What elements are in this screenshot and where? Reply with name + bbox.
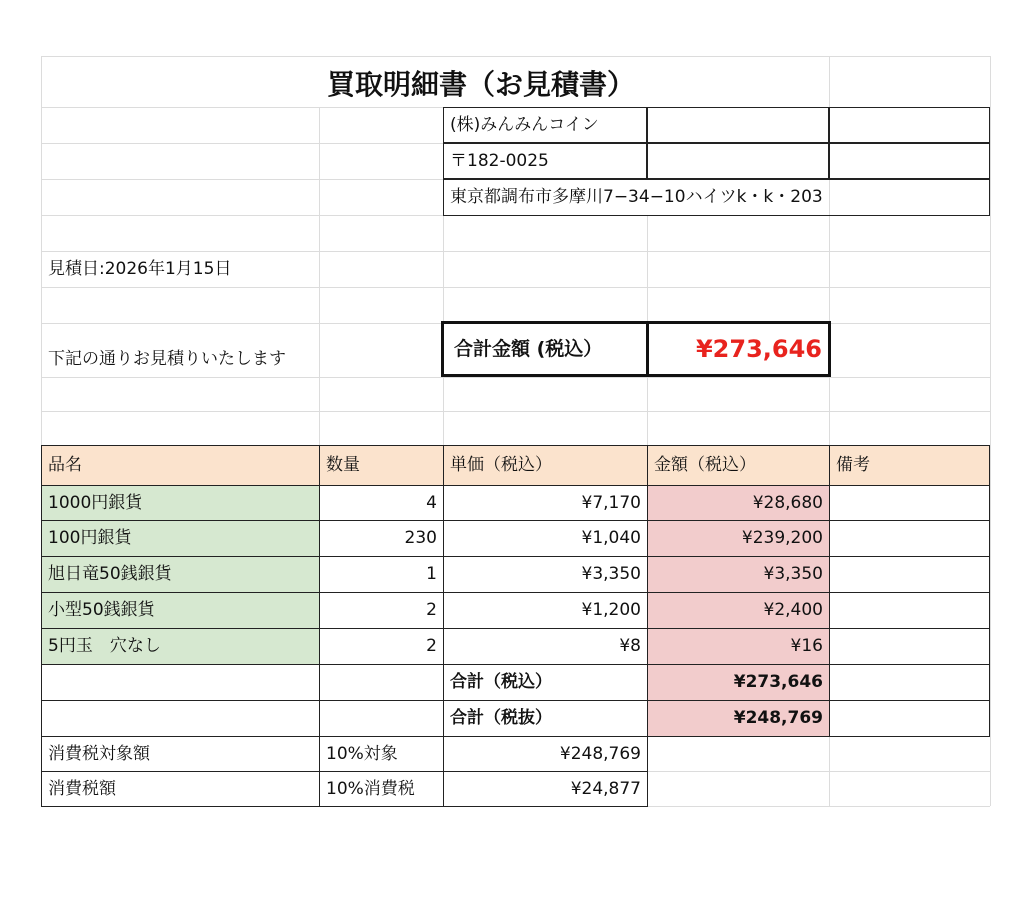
- grid-line: [647, 771, 990, 772]
- col-header-unit-price: 単価（税込）: [443, 445, 648, 486]
- blank-cell: [319, 700, 444, 737]
- grid-line: [319, 107, 320, 445]
- item-amount: ¥3,350: [647, 556, 830, 593]
- total-excl-tax-label: 合計（税抜）: [443, 700, 648, 737]
- grand-total-label: 合計金額 (税込）: [441, 321, 649, 377]
- item-unit-price: ¥3,350: [443, 556, 648, 593]
- grid-line: [41, 56, 990, 57]
- item-quantity: 2: [319, 628, 444, 665]
- item-name: 5円玉 穴なし: [41, 628, 320, 665]
- item-unit-price: ¥7,170: [443, 485, 648, 521]
- col-header-notes: 備考: [829, 445, 990, 486]
- company-blank-cell: [828, 107, 990, 144]
- item-name: 小型50銭銀貨: [41, 592, 320, 629]
- blank-cell: [41, 664, 320, 701]
- item-name: 1000円銀貨: [41, 485, 320, 521]
- item-quantity: 4: [319, 485, 444, 521]
- blank-cell: [41, 700, 320, 737]
- estimate-date: 見積日:2026年1月15日: [48, 259, 232, 279]
- grid-line: [990, 56, 991, 806]
- blank-cell: [319, 664, 444, 701]
- item-unit-price: ¥1,200: [443, 592, 648, 629]
- item-note: [829, 485, 990, 521]
- item-amount: ¥16: [647, 628, 830, 665]
- consumption-tax-label: 消費税額: [41, 771, 320, 807]
- company-address: 東京都調布市多摩川7−34−10ハイツk・k・203: [443, 178, 990, 216]
- total-incl-tax-value: ¥273,646: [647, 664, 830, 701]
- item-quantity: 2: [319, 592, 444, 629]
- company-blank-cell: [646, 142, 830, 180]
- item-note: [829, 520, 990, 557]
- total-excl-tax-value: ¥248,769: [647, 700, 830, 737]
- taxable-amount-label: 消費税対象額: [41, 736, 320, 772]
- item-name: 旭日竜50銭銀貨: [41, 556, 320, 593]
- document-title: 買取明細書（お見積書）: [327, 67, 636, 101]
- taxable-amount-value: ¥248,769: [443, 736, 648, 772]
- taxable-amount-rate: 10%対象: [319, 736, 444, 772]
- grid-line: [41, 411, 990, 412]
- grand-total-value: ¥273,646: [646, 321, 831, 377]
- col-header-quantity: 数量: [319, 445, 444, 486]
- grid-line: [41, 287, 990, 288]
- col-header-item-name: 品名: [41, 445, 320, 486]
- blank-cell: [829, 700, 990, 737]
- grid-line: [647, 806, 990, 807]
- item-name: 100円銀貨: [41, 520, 320, 557]
- grid-line: [41, 179, 443, 180]
- item-note: [829, 592, 990, 629]
- item-unit-price: ¥1,040: [443, 520, 648, 557]
- grid-line: [41, 377, 990, 378]
- company-postal: 〒182-0025: [443, 142, 648, 180]
- item-unit-price: ¥8: [443, 628, 648, 665]
- item-amount: ¥28,680: [647, 485, 830, 521]
- intro-text: 下記の通りお見積りいたします: [48, 348, 286, 369]
- consumption-tax-value: ¥24,877: [443, 771, 648, 807]
- item-note: [829, 556, 990, 593]
- company-name: (株)みんみんコイン: [443, 107, 648, 144]
- consumption-tax-rate: 10%消費税: [319, 771, 444, 807]
- item-quantity: 1: [319, 556, 444, 593]
- grid-line: [41, 143, 443, 144]
- col-header-amount: 金額（税込）: [647, 445, 830, 486]
- blank-cell: [829, 664, 990, 701]
- total-incl-tax-label: 合計（税込）: [443, 664, 648, 701]
- company-blank-cell: [828, 142, 990, 180]
- item-amount: ¥2,400: [647, 592, 830, 629]
- item-amount: ¥239,200: [647, 520, 830, 557]
- company-blank-cell: [646, 107, 830, 144]
- item-quantity: 230: [319, 520, 444, 557]
- item-note: [829, 628, 990, 665]
